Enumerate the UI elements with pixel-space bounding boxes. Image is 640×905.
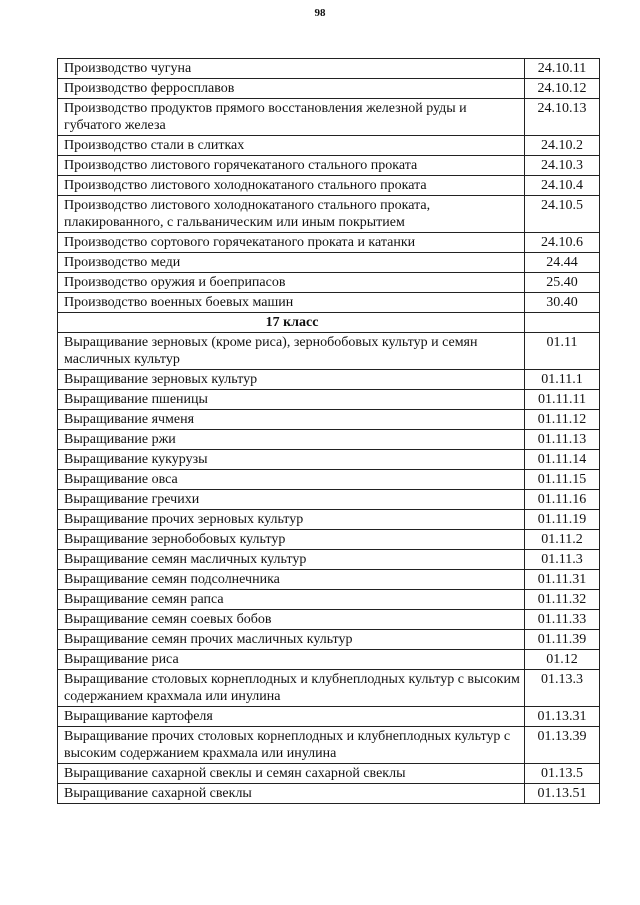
activity-name-cell: Выращивание гречихи: [58, 490, 525, 510]
table-row: [58, 550, 600, 570]
okved-code-cell: 24.10.13: [525, 99, 600, 136]
table-row: [58, 650, 600, 670]
okved-code-cell: 01.11.1: [525, 370, 600, 390]
okved-code-cell: 01.11.31: [525, 570, 600, 590]
activity-name-cell: Выращивание столовых корнеплодных и клубнеплодных культур с высоким содержанием крахмала или инулина: [58, 670, 525, 707]
table-row: [58, 707, 600, 727]
activity-name-cell: Производство ферросплавов: [58, 79, 525, 99]
activity-name-cell: Производство листового холоднокатаного стального проката: [58, 176, 525, 196]
table-row: [58, 727, 600, 764]
okved-code-cell: 01.11.2: [525, 530, 600, 550]
okved-code-cell: 24.10.4: [525, 176, 600, 196]
activity-name-cell: Выращивание прочих столовых корнеплодных и клубнеплодных культур с высоким содержанием крахмала или инулина: [58, 727, 525, 764]
okved-code-cell: 01.13.31: [525, 707, 600, 727]
table-row: [58, 233, 600, 253]
okved-code-cell: 24.10.3: [525, 156, 600, 176]
okved-code-cell: 01.13.5: [525, 764, 600, 784]
table-row: [58, 570, 600, 590]
table-row: [58, 59, 600, 79]
classification-table-wrapper: [57, 58, 600, 804]
activity-name-cell: Выращивание зернобобовых культур: [58, 530, 525, 550]
okved-code-cell: 01.13.39: [525, 727, 600, 764]
table-row: [58, 293, 600, 313]
okved-code-cell: 01.13.51: [525, 784, 600, 804]
activity-name-cell: Выращивание ячменя: [58, 410, 525, 430]
activity-name-cell: Выращивание семян прочих масличных культур: [58, 630, 525, 650]
okved-code-cell: 24.10.6: [525, 233, 600, 253]
activity-name-cell: Выращивание семян рапса: [58, 590, 525, 610]
table-row: [58, 470, 600, 490]
okved-code-cell: 01.11.3: [525, 550, 600, 570]
table-row: [58, 784, 600, 804]
table-row: [58, 370, 600, 390]
table-row: [58, 136, 600, 156]
okved-code-cell: 24.10.11: [525, 59, 600, 79]
activity-name-cell: Выращивание риса: [58, 650, 525, 670]
activity-name-cell: Производство стали в слитках: [58, 136, 525, 156]
activity-name-cell: Выращивание картофеля: [58, 707, 525, 727]
table-row: [58, 610, 600, 630]
activity-name-cell: Производство военных боевых машин: [58, 293, 525, 313]
okved-code-cell: 01.11.39: [525, 630, 600, 650]
activity-name-cell: Выращивание кукурузы: [58, 450, 525, 470]
okved-code-cell: 01.11.14: [525, 450, 600, 470]
activity-name-cell: Выращивание зерновых (кроме риса), зернобобовых культур и семян масличных культур: [58, 333, 525, 370]
table-row: [58, 510, 600, 530]
table-row: [58, 253, 600, 273]
activity-name-cell: Выращивание семян подсолнечника: [58, 570, 525, 590]
table-row: [58, 590, 600, 610]
activity-name-cell: Выращивание семян масличных культур: [58, 550, 525, 570]
classification-table-body: [58, 59, 600, 804]
activity-name-cell: Выращивание сахарной свеклы: [58, 784, 525, 804]
okved-code-cell: 01.11.16: [525, 490, 600, 510]
okved-code-cell: 01.11.15: [525, 470, 600, 490]
activity-name-cell: Выращивание пшеницы: [58, 390, 525, 410]
okved-code-cell: 01.11.13: [525, 430, 600, 450]
table-row: [58, 176, 600, 196]
activity-name-cell: Выращивание семян соевых бобов: [58, 610, 525, 630]
okved-code-cell: 01.11: [525, 333, 600, 370]
page-number: 98: [314, 7, 326, 19]
activity-name-cell: Выращивание прочих зерновых культур: [58, 510, 525, 530]
okved-code-cell: 01.11.32: [525, 590, 600, 610]
activity-name-cell: Выращивание ржи: [58, 430, 525, 450]
table-row: [58, 764, 600, 784]
okved-code-cell: 30.40: [525, 293, 600, 313]
table-row: [58, 333, 600, 370]
okved-code-cell: 01.12: [525, 650, 600, 670]
table-row: [58, 99, 600, 136]
okved-code-cell: 24.44: [525, 253, 600, 273]
okved-code-cell: 01.11.12: [525, 410, 600, 430]
table-row: [58, 196, 600, 233]
activity-name-cell: Производство меди: [58, 253, 525, 273]
okved-code-cell: 01.11.33: [525, 610, 600, 630]
activity-name-cell: Производство продуктов прямого восстановления железной руды и губчатого железа: [58, 99, 525, 136]
okved-code-cell: 24.10.12: [525, 79, 600, 99]
table-row: [58, 430, 600, 450]
okved-code-cell: 24.10.5: [525, 196, 600, 233]
activity-name-cell: Выращивание зерновых культур: [58, 370, 525, 390]
table-row: [58, 273, 600, 293]
table-row: [58, 450, 600, 470]
okved-code-cell: [525, 313, 600, 333]
okved-code-cell: 24.10.2: [525, 136, 600, 156]
okved-code-cell: 01.13.3: [525, 670, 600, 707]
table-row: [58, 390, 600, 410]
okved-code-cell: 25.40: [525, 273, 600, 293]
section-header-row: [58, 313, 600, 333]
table-row: [58, 156, 600, 176]
table-row: [58, 530, 600, 550]
activity-name-cell: Выращивание сахарной свеклы и семян сахарной свеклы: [58, 764, 525, 784]
okved-code-cell: 01.11.11: [525, 390, 600, 410]
section-title: 17 класс: [58, 313, 525, 333]
activity-name-cell: Производство листового холоднокатаного стального проката, плакированного, с гальваническим или иным покрытием: [58, 196, 525, 233]
table-row: [58, 490, 600, 510]
table-row: [58, 79, 600, 99]
classification-table: [57, 58, 600, 804]
table-row: [58, 630, 600, 650]
activity-name-cell: Производство оружия и боеприпасов: [58, 273, 525, 293]
table-row: [58, 670, 600, 707]
okved-code-cell: 01.11.19: [525, 510, 600, 530]
table-row: [58, 410, 600, 430]
activity-name-cell: Выращивание овса: [58, 470, 525, 490]
activity-name-cell: Производство сортового горячекатаного проката и катанки: [58, 233, 525, 253]
activity-name-cell: Производство листового горячекатаного стального проката: [58, 156, 525, 176]
activity-name-cell: Производство чугуна: [58, 59, 525, 79]
